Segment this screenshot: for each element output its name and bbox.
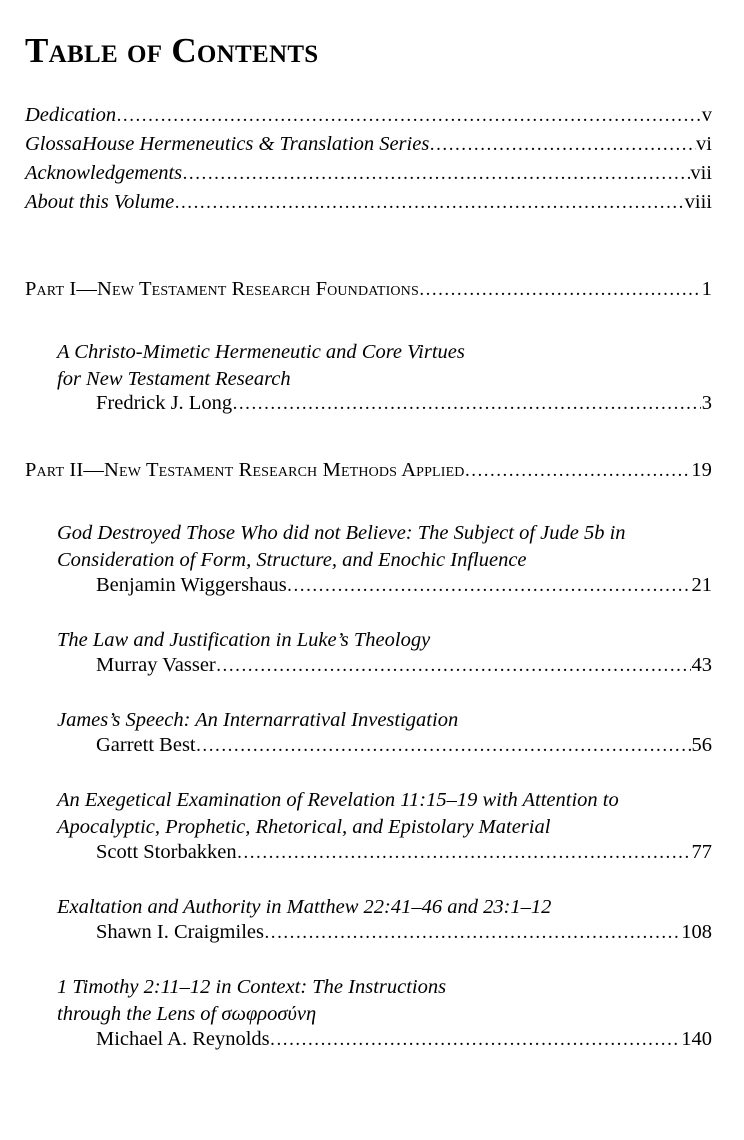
toc-content bbox=[25, 0, 712, 1049]
frontmatter-entry[interactable] bbox=[25, 163, 712, 184]
dot-leader bbox=[196, 736, 691, 755]
part-heading-label: Part I—New Testament Research Foundations bbox=[25, 277, 419, 300]
entry-author-row[interactable] bbox=[96, 575, 712, 596]
dot-leader bbox=[175, 193, 684, 212]
page-number: vii bbox=[690, 162, 712, 184]
frontmatter-label: Dedication bbox=[25, 104, 117, 126]
dot-leader bbox=[465, 461, 691, 480]
entry-author: Shawn I. Craigmiles bbox=[96, 920, 264, 943]
toc-entry[interactable] bbox=[57, 707, 712, 755]
entry-author-row[interactable] bbox=[96, 735, 712, 756]
part-heading-row[interactable] bbox=[25, 279, 712, 300]
entry-title-line: Exaltation and Authority in Matthew 22:41–46 and 23:1–12 bbox=[57, 896, 552, 919]
entry-author: Murray Vasser bbox=[96, 653, 216, 676]
page-number: 77 bbox=[691, 840, 712, 863]
toc-entry[interactable] bbox=[57, 520, 712, 595]
page-title: Table of Contents bbox=[25, 31, 319, 70]
dot-leader bbox=[237, 843, 691, 862]
dot-leader bbox=[270, 1030, 681, 1049]
entry-author: Fredrick J. Long bbox=[96, 392, 233, 415]
entry-title-line: for New Testament Research bbox=[57, 367, 291, 390]
entry-author: Scott Storbakken bbox=[96, 840, 237, 863]
page-number: vi bbox=[696, 133, 712, 155]
part-heading-row[interactable] bbox=[25, 460, 712, 481]
entry-title-line: Apocalyptic, Prophetic, Rhetorical, and Epistolary Material bbox=[57, 815, 551, 838]
entry-author: Benjamin Wiggershaus bbox=[96, 573, 287, 596]
entry-author: Garrett Best bbox=[96, 733, 196, 756]
entry-title-line: Consideration of Form, Structure, and Enochic Influence bbox=[57, 548, 527, 571]
toc-entry[interactable] bbox=[57, 894, 712, 942]
part-section bbox=[25, 460, 712, 1049]
frontmatter-label: GlossaHouse Hermeneutics & Translation Series bbox=[25, 133, 430, 155]
page-number: viii bbox=[684, 191, 712, 213]
dot-leader bbox=[117, 106, 702, 125]
frontmatter-entry[interactable] bbox=[25, 192, 712, 213]
entry-title-line: James’s Speech: An Internarratival Investigation bbox=[57, 709, 459, 732]
page-number: 3 bbox=[701, 392, 712, 415]
frontmatter-entry[interactable] bbox=[25, 134, 712, 155]
toc-entry[interactable] bbox=[57, 787, 712, 862]
frontmatter-label: About this Volume bbox=[25, 191, 175, 213]
entry-title-line: 1 Timothy 2:11–12 in Context: The Instructions bbox=[57, 976, 447, 999]
page-number: 43 bbox=[691, 653, 712, 676]
page-number: 21 bbox=[691, 573, 712, 596]
frontmatter-label: Acknowledgements bbox=[25, 162, 183, 184]
entry-author-row[interactable] bbox=[96, 1029, 712, 1050]
dot-leader bbox=[183, 164, 690, 183]
part-heading-label: Part II—New Testament Research Methods Applied bbox=[25, 458, 465, 481]
page-number: v bbox=[701, 104, 712, 126]
entry-author-row[interactable] bbox=[96, 842, 712, 863]
page-number: 1 bbox=[701, 277, 712, 300]
page-number: 56 bbox=[691, 733, 712, 756]
entry-author-row[interactable] bbox=[96, 393, 712, 414]
dot-leader bbox=[287, 576, 691, 595]
toc-entry[interactable] bbox=[57, 627, 712, 675]
entry-title-line: The Law and Justification in Luke’s Theology bbox=[57, 629, 431, 652]
dot-leader bbox=[419, 280, 701, 299]
entry-author-row[interactable] bbox=[96, 922, 712, 943]
toc-entry[interactable] bbox=[57, 339, 712, 414]
entry-author: Michael A. Reynolds bbox=[96, 1027, 270, 1050]
entry-title-line: God Destroyed Those Who did not Believe: The Subject of Jude 5b in bbox=[57, 522, 626, 545]
entry-title-line: An Exegetical Examination of Revelation 11:15–19 with Attention to bbox=[57, 789, 619, 812]
page-number: 140 bbox=[681, 1027, 712, 1050]
page-number: 108 bbox=[681, 920, 712, 943]
toc-entry[interactable] bbox=[57, 974, 712, 1049]
entry-title-line: through the Lens of σωφροσύνη bbox=[57, 1002, 317, 1025]
dot-leader bbox=[430, 135, 696, 154]
part-section bbox=[25, 279, 712, 414]
entry-title-line: A Christo-Mimetic Hermeneutic and Core Virtues bbox=[57, 341, 465, 363]
page-number: 19 bbox=[691, 458, 712, 481]
dot-leader bbox=[216, 656, 691, 675]
frontmatter-entry[interactable] bbox=[25, 105, 712, 126]
dot-leader bbox=[264, 923, 680, 942]
entry-author-row[interactable] bbox=[96, 655, 712, 676]
frontmatter-list bbox=[25, 105, 712, 213]
dot-leader bbox=[233, 394, 702, 413]
